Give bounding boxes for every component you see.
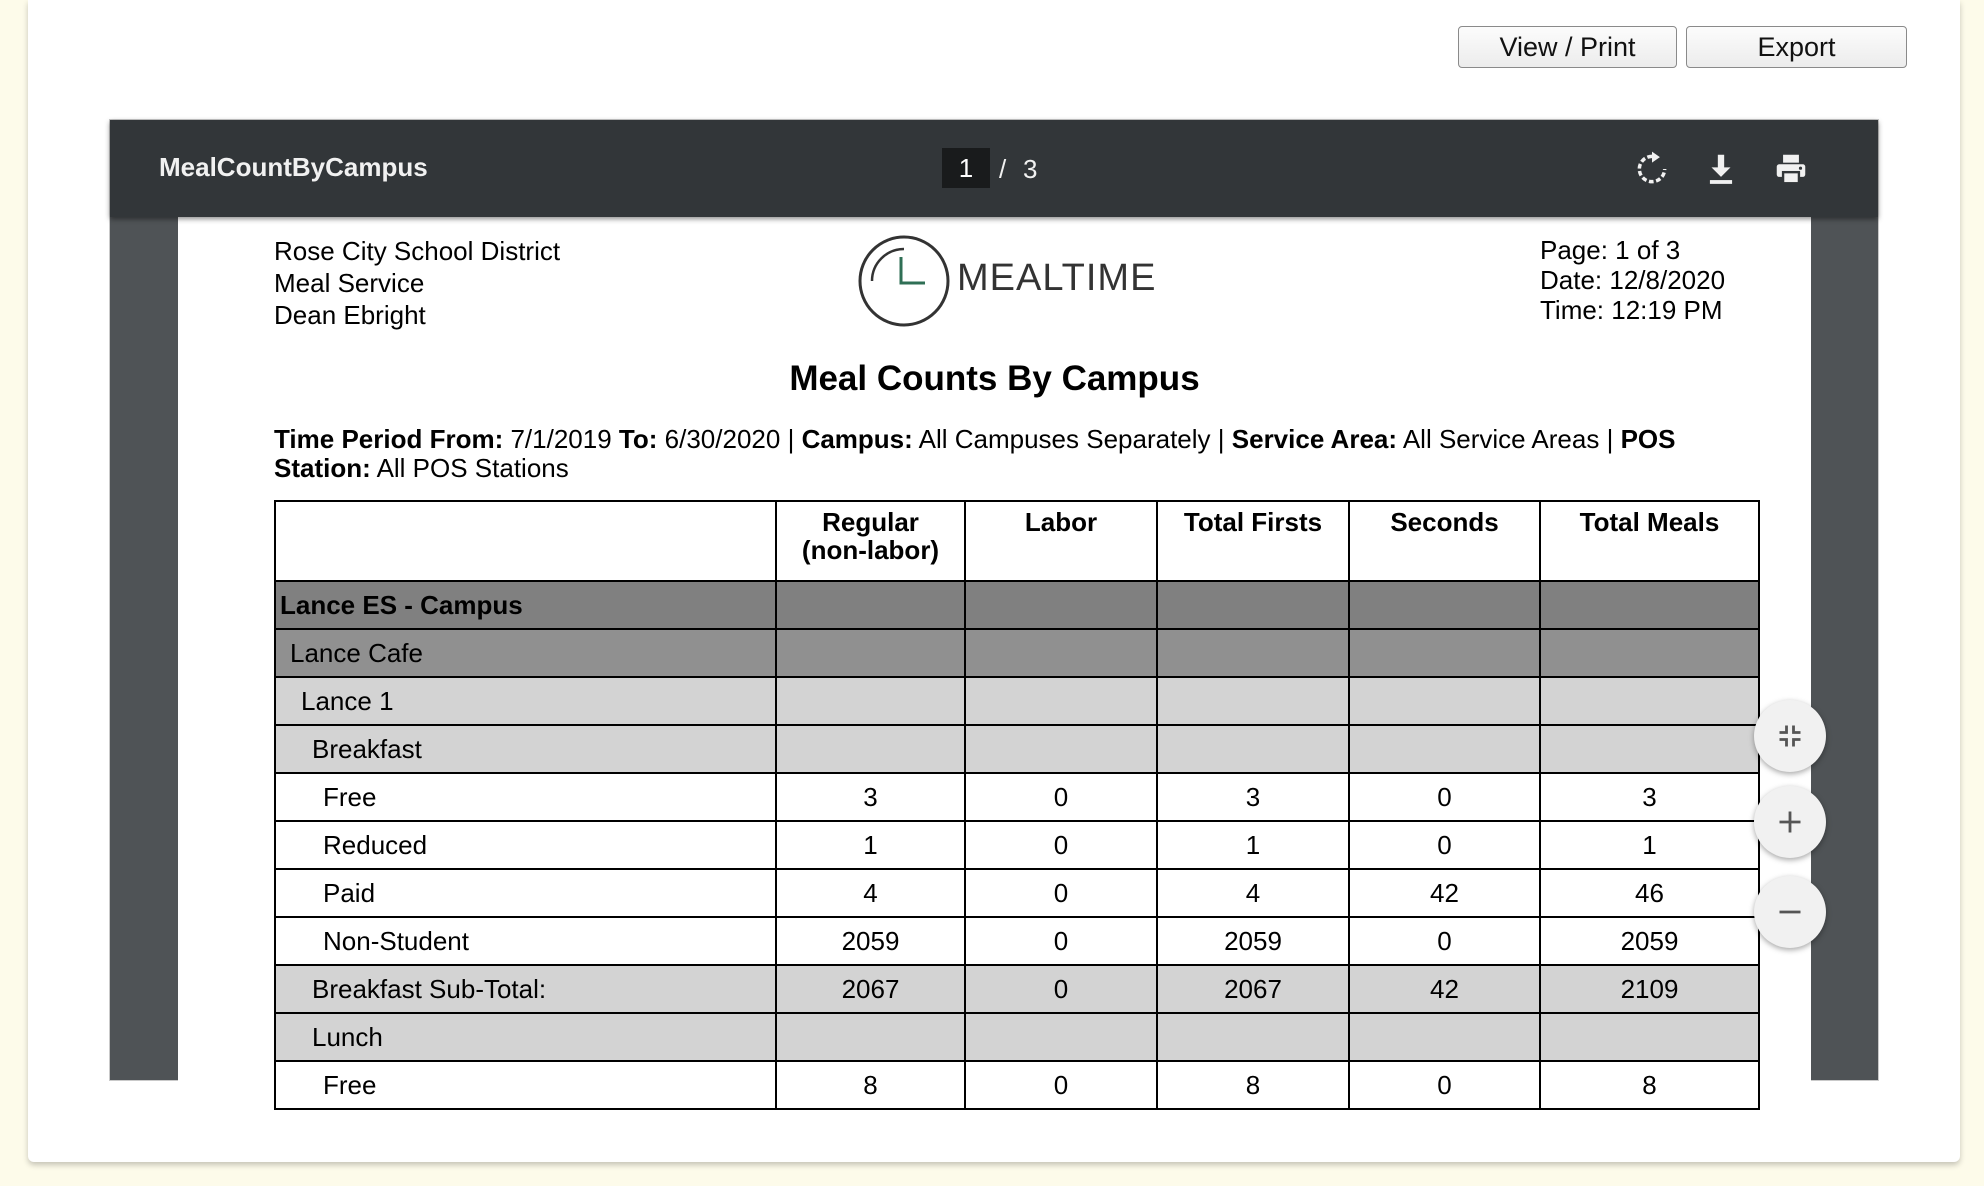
cell-regular <box>776 581 965 629</box>
cell-seconds: 0 <box>1349 773 1540 821</box>
table-row <box>275 1061 1759 1109</box>
cell-total-firsts <box>1157 725 1349 773</box>
to-label: To: <box>618 424 658 454</box>
row-label: Lunch <box>275 1013 776 1061</box>
filter-separator: | <box>1217 424 1225 454</box>
table-row <box>275 917 1759 965</box>
cell-total-firsts <box>1157 1013 1349 1061</box>
cell-total-meals <box>1540 629 1759 677</box>
cell-total-firsts: 4 <box>1157 869 1349 917</box>
row-label: Free <box>275 1061 776 1109</box>
pos-station-value: All POS Stations <box>376 453 569 483</box>
cell-total-meals <box>1540 581 1759 629</box>
table-row <box>275 869 1759 917</box>
report-card <box>28 0 1960 1162</box>
row-label: Lance 1 <box>275 677 776 725</box>
row-label: Reduced <box>275 821 776 869</box>
campus-label: Campus: <box>801 424 913 454</box>
date-label: Date: 12/8/2020 <box>1540 265 1726 295</box>
campus-value: All Campuses Separately <box>918 424 1211 454</box>
cell-seconds <box>1349 677 1540 725</box>
plus-icon <box>1776 808 1804 836</box>
row-label: Breakfast Sub-Total: <box>275 965 776 1013</box>
column-header <box>776 501 965 581</box>
service-area-label: Service Area: <box>1231 424 1398 454</box>
cell-seconds <box>1349 581 1540 629</box>
cell-labor: 0 <box>965 1061 1157 1109</box>
cell-regular <box>776 629 965 677</box>
filter-separator: | <box>1606 424 1614 454</box>
cell-total-meals <box>1540 725 1759 773</box>
cell-total-firsts <box>1157 581 1349 629</box>
department-name: Meal Service <box>274 268 425 298</box>
cell-labor <box>965 581 1157 629</box>
column-header: Labor <box>965 501 1157 581</box>
column-header: Seconds <box>1349 501 1540 581</box>
cell-total-meals: 2109 <box>1540 965 1759 1013</box>
district-name: Rose City School District <box>274 236 561 266</box>
rotate-icon[interactable] <box>1633 150 1671 188</box>
column-header: Total Firsts <box>1157 501 1349 581</box>
page-label: Page: 1 of 3 <box>1540 235 1681 265</box>
cell-total-meals <box>1540 1013 1759 1061</box>
cell-seconds <box>1349 725 1540 773</box>
cell-labor <box>965 725 1157 773</box>
cell-total-firsts: 3 <box>1157 773 1349 821</box>
page-number-input[interactable]: 1 <box>942 148 990 188</box>
cell-regular: 2059 <box>776 917 965 965</box>
cell-seconds <box>1349 1013 1540 1061</box>
report-filters <box>274 425 1734 483</box>
table-row <box>275 581 1759 629</box>
column-header-line: Regular (non-labor) <box>801 507 940 565</box>
cell-total-firsts: 1 <box>1157 821 1349 869</box>
row-label: Lance ES - Campus <box>275 581 776 629</box>
table-row <box>275 821 1759 869</box>
cell-regular <box>776 677 965 725</box>
cell-regular: 4 <box>776 869 965 917</box>
pdf-toolbar <box>110 120 1878 217</box>
export-button[interactable]: Export <box>1686 26 1907 68</box>
cell-total-meals: 1 <box>1540 821 1759 869</box>
cell-seconds <box>1349 629 1540 677</box>
cell-regular: 1 <box>776 821 965 869</box>
view-print-button[interactable]: View / Print <box>1458 26 1677 68</box>
clock-logo-icon <box>857 233 953 329</box>
column-header: Total Meals <box>1540 501 1759 581</box>
user-name: Dean Ebright <box>274 300 426 330</box>
row-label: Non-Student <box>275 917 776 965</box>
cell-total-meals: 3 <box>1540 773 1759 821</box>
cell-total-meals <box>1540 677 1759 725</box>
compress-icon <box>1776 722 1804 750</box>
time-from-value: 7/1/2019 <box>510 424 612 454</box>
cell-seconds: 0 <box>1349 917 1540 965</box>
column-header <box>275 501 776 581</box>
cell-labor: 0 <box>965 869 1157 917</box>
pdf-page <box>178 217 1811 1117</box>
filter-separator: | <box>787 424 795 454</box>
to-value: 6/30/2020 <box>664 424 781 454</box>
cell-total-firsts: 2067 <box>1157 965 1349 1013</box>
time-label: Time: 12:19 PM <box>1540 295 1723 325</box>
cell-seconds: 42 <box>1349 869 1540 917</box>
cell-seconds: 0 <box>1349 1061 1540 1109</box>
row-label: Lance Cafe <box>275 629 776 677</box>
cell-total-firsts: 8 <box>1157 1061 1349 1109</box>
cell-labor: 0 <box>965 773 1157 821</box>
download-icon[interactable] <box>1702 150 1740 188</box>
cell-regular: 8 <box>776 1061 965 1109</box>
cell-seconds: 0 <box>1349 821 1540 869</box>
cell-regular <box>776 1013 965 1061</box>
report-page-info <box>1540 235 1725 325</box>
cell-labor <box>965 677 1157 725</box>
pos-station-label: POS Station: <box>274 424 1676 483</box>
row-label: Paid <box>275 869 776 917</box>
cell-regular <box>776 725 965 773</box>
fit-to-page-button[interactable] <box>1754 700 1826 772</box>
total-pages: 3 <box>1023 154 1038 184</box>
logo-text: MEALTIME <box>957 257 1157 299</box>
pdf-viewer <box>109 119 1879 1100</box>
district-address <box>274 235 560 331</box>
cell-labor <box>965 1013 1157 1061</box>
time-from-label: Time Period From: <box>274 424 504 454</box>
cell-regular: 3 <box>776 773 965 821</box>
cell-labor: 0 <box>965 917 1157 965</box>
cell-total-meals: 8 <box>1540 1061 1759 1109</box>
service-area-value: All Service Areas <box>1402 424 1600 454</box>
table-row <box>275 1013 1759 1061</box>
table-row <box>275 629 1759 677</box>
cell-labor <box>965 629 1157 677</box>
table-row <box>275 773 1759 821</box>
cell-total-firsts <box>1157 677 1349 725</box>
mealtime-logo <box>857 233 1167 329</box>
minus-icon <box>1776 898 1804 926</box>
page-separator: / <box>999 154 1007 184</box>
cell-seconds: 42 <box>1349 965 1540 1013</box>
cell-regular: 2067 <box>776 965 965 1013</box>
cell-total-meals: 46 <box>1540 869 1759 917</box>
cell-labor: 0 <box>965 821 1157 869</box>
document-title: MealCountByCampus <box>159 152 428 182</box>
cell-total-meals: 2059 <box>1540 917 1759 965</box>
report-title: Meal Counts By Campus <box>789 359 1200 398</box>
table-row <box>275 725 1759 773</box>
row-label: Breakfast <box>275 725 776 773</box>
zoom-out-button[interactable] <box>1754 876 1826 948</box>
cell-labor: 0 <box>965 965 1157 1013</box>
cell-total-firsts <box>1157 629 1349 677</box>
print-icon[interactable] <box>1772 150 1810 188</box>
row-label: Free <box>275 773 776 821</box>
cell-total-firsts: 2059 <box>1157 917 1349 965</box>
table-header-row <box>275 501 1759 581</box>
meal-counts-table <box>274 500 1760 1110</box>
table-row <box>275 677 1759 725</box>
zoom-in-button[interactable] <box>1754 786 1826 858</box>
table-row <box>275 965 1759 1013</box>
